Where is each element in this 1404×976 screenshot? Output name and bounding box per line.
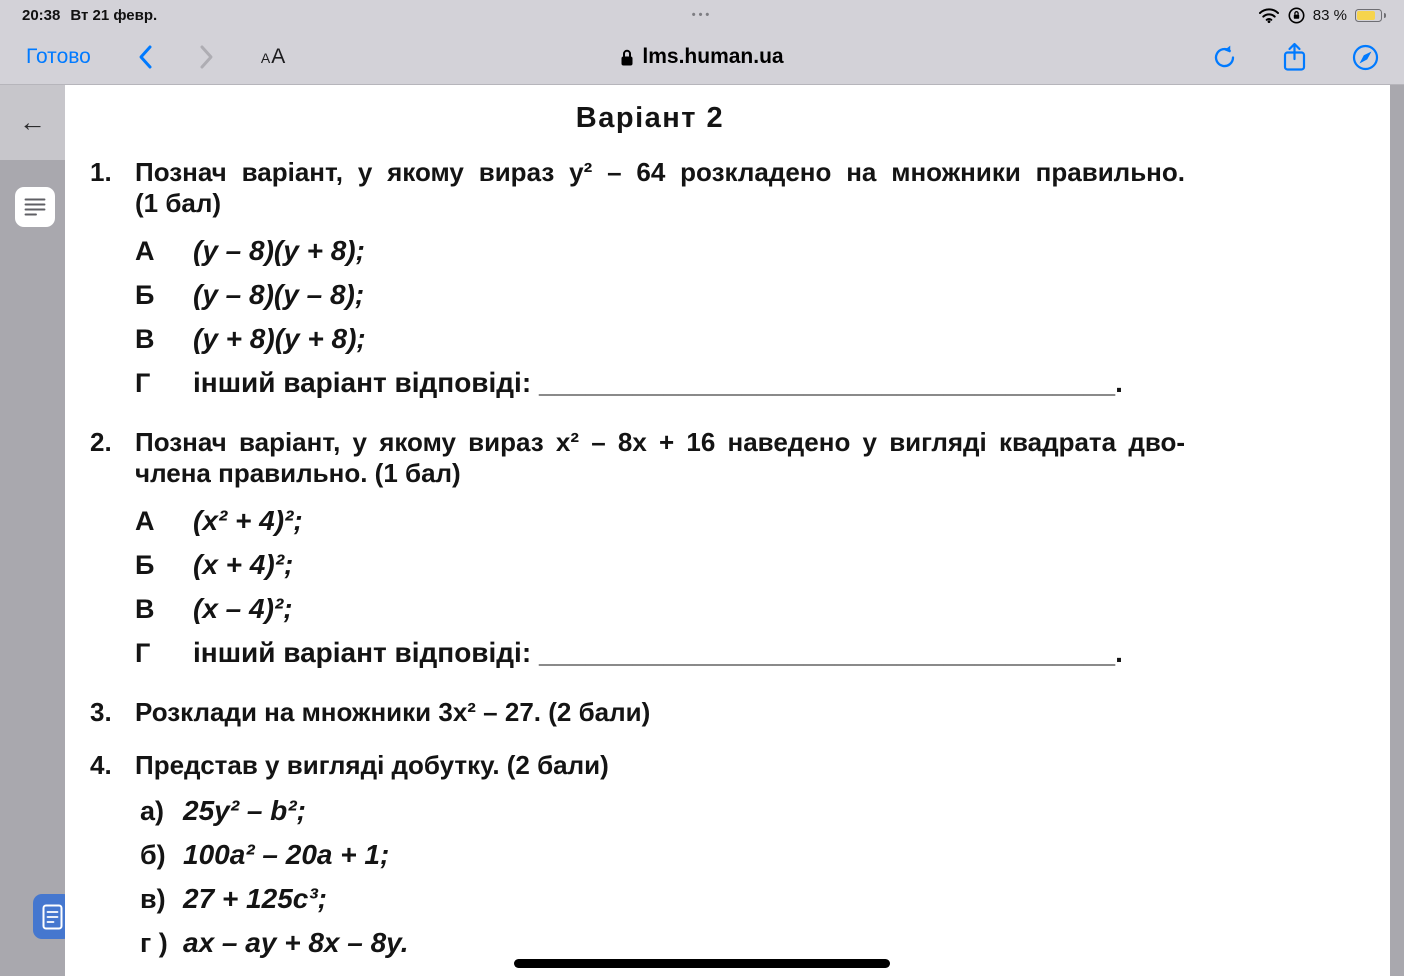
done-button[interactable]: Готово (26, 45, 91, 68)
clock: 20:38 (22, 6, 61, 24)
worksheet (65, 85, 1185, 965)
option-letter: А (135, 505, 155, 536)
option-letter: Б (135, 279, 155, 310)
home-indicator[interactable] (514, 959, 890, 968)
notes-button[interactable] (15, 187, 55, 227)
subitem-a (140, 789, 1185, 833)
option-letter: В (135, 593, 155, 624)
subitem-label: б) (140, 839, 166, 870)
option-b (135, 273, 1185, 317)
question-1 (90, 157, 1185, 405)
left-sidebar (0, 85, 65, 976)
date: Вт 21 февр. (70, 6, 158, 24)
option-text: (y – 8)(y – 8); (193, 279, 365, 310)
wifi-icon (1258, 7, 1280, 23)
share-icon[interactable] (1282, 42, 1307, 73)
battery-percent: 83 % (1312, 6, 1347, 24)
option-v (135, 587, 1185, 631)
orientation-lock-icon (1288, 7, 1305, 24)
subitem-b (140, 833, 1185, 877)
option-letter: Г (135, 637, 151, 668)
option-text: (x² + 4)²; (193, 505, 303, 536)
option-text: (y – 8)(y + 8); (193, 235, 365, 266)
subitem-label: а) (140, 795, 165, 826)
subitem-text: 27 + 125c³; (183, 883, 327, 914)
subitem-label: в) (140, 883, 166, 914)
option-text: (x – 4)²; (193, 593, 293, 624)
forward-button[interactable] (199, 44, 215, 70)
subitem-v (140, 877, 1185, 921)
question-number: 3. (90, 697, 112, 727)
multitask-dots-icon: ••• (691, 9, 713, 21)
question-text-line: Познач варіант, у якому вираз x² – 8x + 16 наведено у вигляді квадрата дво- (135, 427, 1185, 457)
subitem-text: ax – ay + 8x – 8y. (183, 927, 409, 958)
text-size-small-a: А (260, 50, 272, 66)
content-area (0, 85, 1404, 976)
question-text-line: (1 бал) (135, 188, 222, 218)
open-in-safari-button[interactable] (1351, 43, 1380, 72)
battery-icon (1355, 9, 1386, 22)
option-a (135, 229, 1185, 273)
question-4 (90, 750, 1185, 965)
reload-button[interactable] (1211, 44, 1238, 71)
option-letter: Г (135, 367, 151, 398)
safari-toolbar (0, 30, 1404, 85)
worksheet-page (65, 85, 1390, 976)
url-text: lms.human.ua (642, 45, 784, 68)
question-text-line: Познач варіант, у якому вираз y² – 64 розкладено на множники правильно. (135, 157, 1185, 187)
subitem-label: г ) (140, 927, 168, 958)
option-letter: В (135, 323, 155, 354)
question-2 (90, 427, 1185, 675)
question-text-line: Представ у вигляді добутку. (2 бали) (135, 750, 609, 780)
back-button[interactable] (137, 44, 153, 70)
lock-icon (620, 48, 634, 67)
question-text-line: члена правильно. (1 бал) (135, 458, 461, 488)
option-text-with-blank: інший варіант відповіді: _____________________________________. (193, 367, 1123, 398)
option-g (135, 361, 1185, 405)
text-size-large-a: А (271, 45, 287, 68)
question-number: 2. (90, 427, 112, 457)
page-back-button[interactable]: ← (0, 85, 65, 160)
option-letter: Б (135, 549, 155, 580)
question-3 (90, 697, 1185, 728)
option-text: (x + 4)²; (193, 549, 294, 580)
question-text-line: Розклади на множники 3x² – 27. (2 бали) (135, 697, 651, 727)
notes-icon (24, 197, 46, 217)
option-a (135, 499, 1185, 543)
text-size-button[interactable] (261, 45, 286, 69)
question-number: 1. (90, 157, 112, 187)
option-v (135, 317, 1185, 361)
subitem-text: 100a² – 20a + 1; (183, 839, 390, 870)
status-bar (0, 0, 1404, 30)
document-icon (42, 904, 63, 930)
question-number: 4. (90, 750, 112, 780)
option-g (135, 631, 1185, 675)
option-b (135, 543, 1185, 587)
option-text-with-blank: інший варіант відповіді: _____________________________________. (193, 637, 1123, 668)
option-letter: А (135, 235, 155, 266)
subitem-text: 25y² – b²; (183, 795, 306, 826)
worksheet-title: Варіант 2 (575, 102, 725, 134)
option-text: (y + 8)(y + 8); (193, 323, 366, 354)
